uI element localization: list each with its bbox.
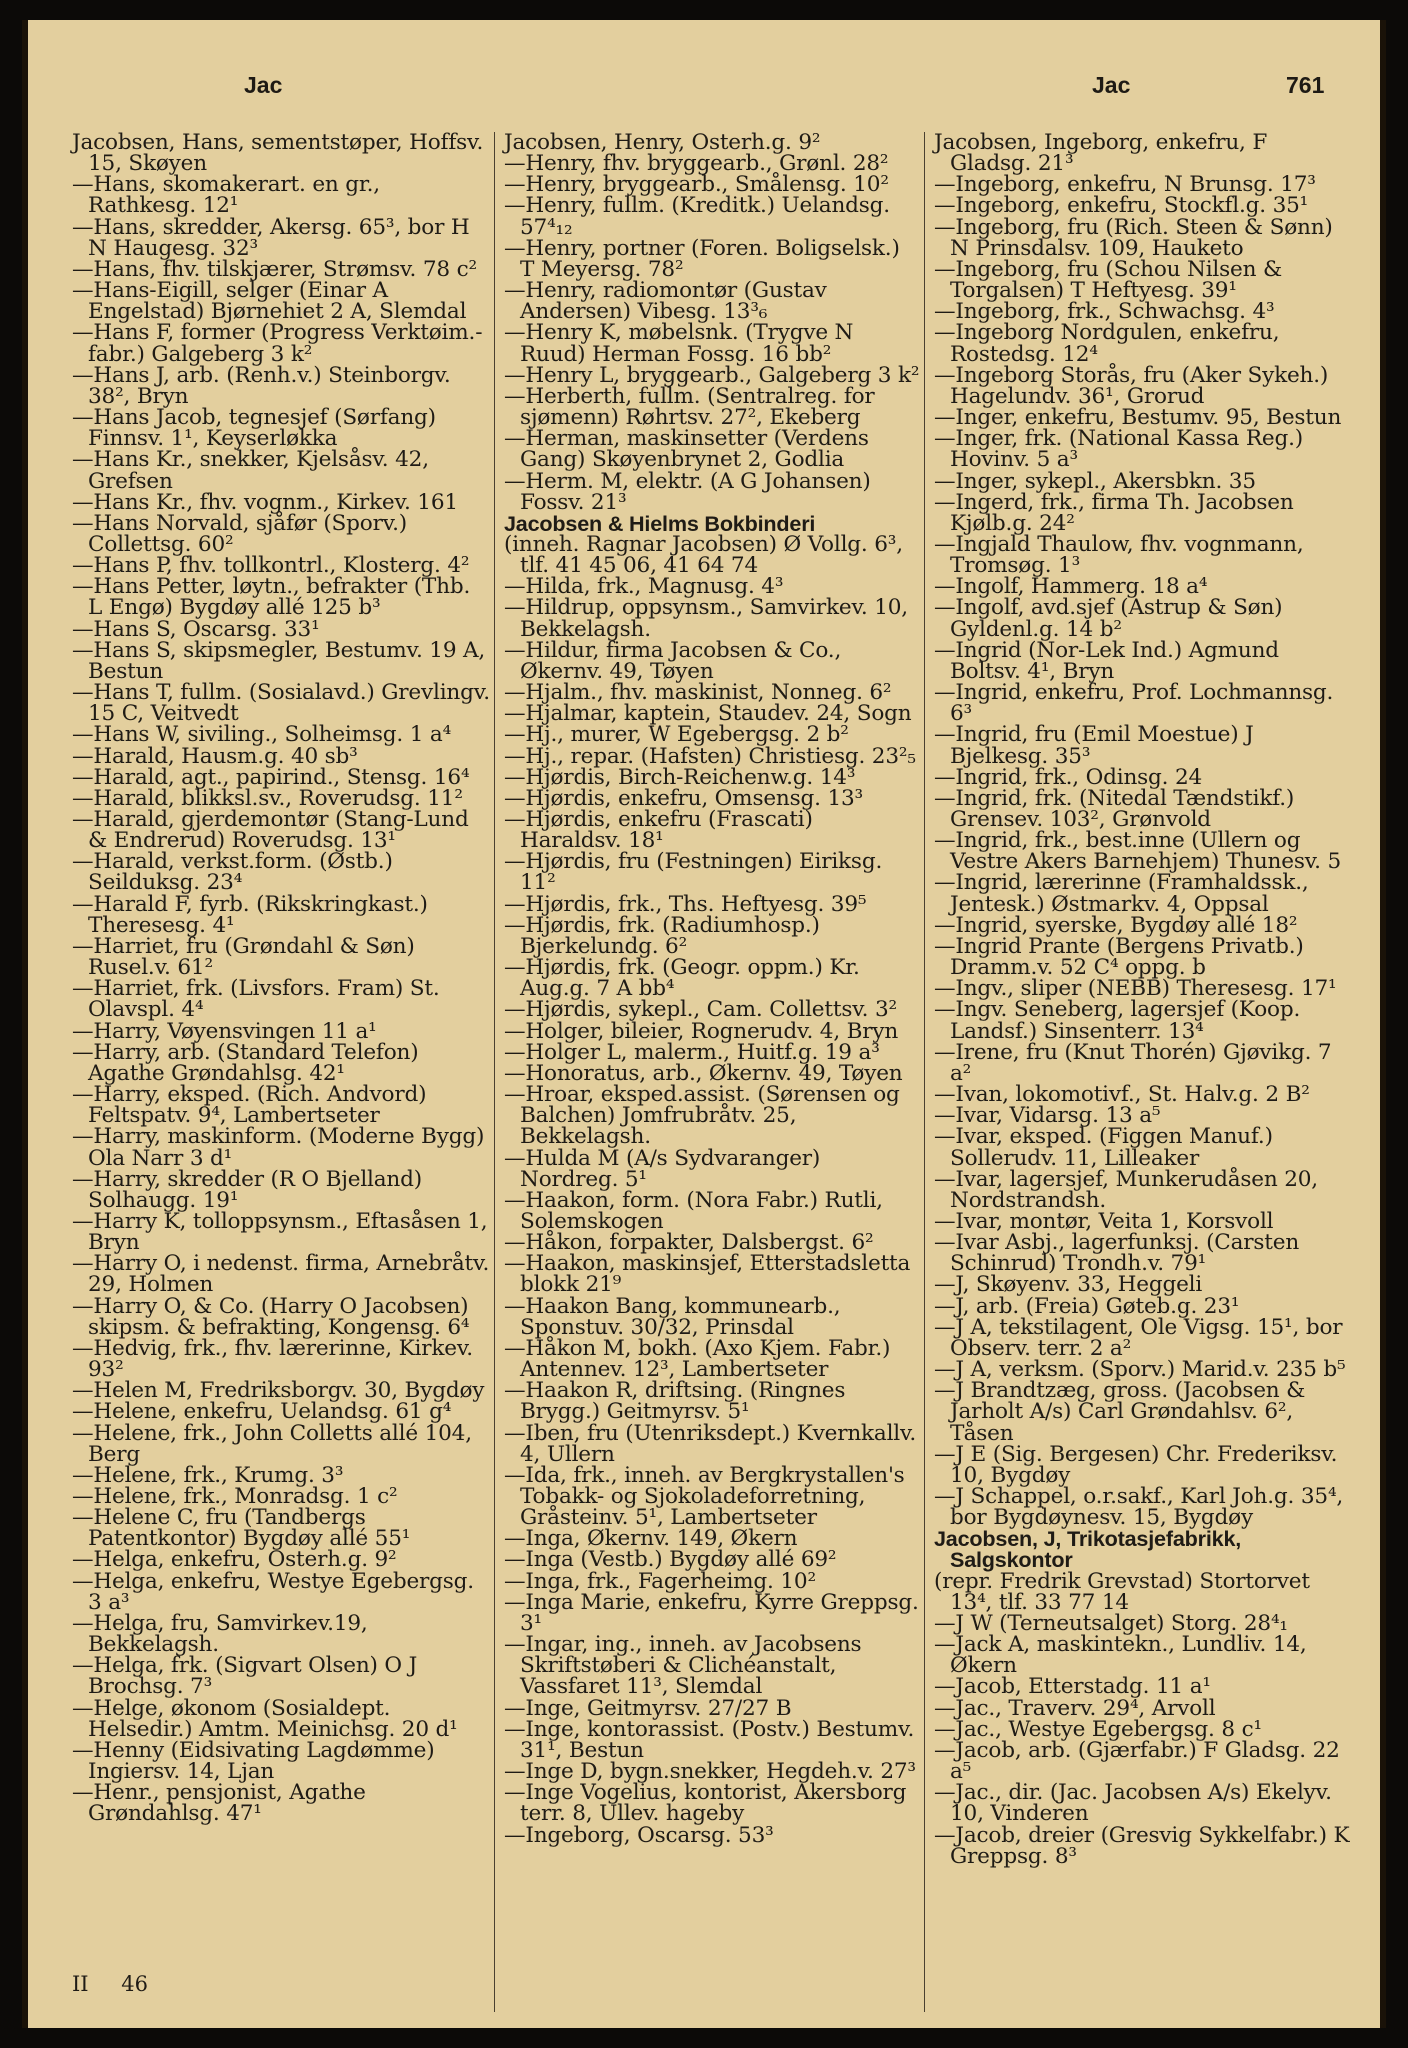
directory-entry: —Helene C, fru (Tandbergs Patentkontor) Bygdøy allé 55¹	[72, 1505, 411, 1552]
directory-entry: —Ingolf, avd.sjef (Astrup & Søn) Gyldenl.g. 14 b²	[934, 595, 1283, 642]
directory-entry: —Haakon R, driftsing. (Ringnes Brygg.) Geitmyrsv. 5¹	[504, 1378, 846, 1425]
directory-entry: Jacobsen, J, Trikotasjefabrikk, Salgskontor	[934, 1526, 1242, 1573]
directory-entry: —Hans Norvald, sjåfør (Sporv.) Collettsg. 60²	[72, 510, 408, 557]
directory-entry: —Ingeborg, fru (Rich. Steen & Sønn) N Prinsdalsv. 109, Hauketo	[934, 214, 1333, 261]
directory-entry: —Hilda, frk., Magnusg. 4³	[504, 574, 784, 600]
directory-entry: —Ingrid, fru (Emil Moestue) J Bjelkesg. 35³	[934, 722, 1254, 769]
directory-entry: —Harry, arb. (Standard Telefon) Agathe Grøndahlsg. 42¹	[72, 1039, 419, 1086]
directory-entry: —Inger, sykepl., Akersbkn. 35	[934, 468, 1256, 494]
directory-entry: —J, arb. (Freia) Gøteb.g. 23¹	[934, 1293, 1240, 1319]
directory-entry: —Henry, portner (Foren. Boligselsk.) T Meyersg. 78²	[504, 235, 900, 282]
directory-entry: —Helene, frk., Monradsg. 1 c²	[72, 1484, 398, 1509]
directory-entry: —Jac., Traverv. 29⁴, Arvoll	[934, 1695, 1216, 1721]
directory-entry: —Ivar, eksped. (Figgen Manuf.) Sollerudv. 11, Lilleaker	[934, 1124, 1273, 1171]
directory-entry: —Helga, frk. (Sigvart Olsen) O J Brochsg. 7³	[72, 1653, 418, 1700]
directory-entry: —Hans F, former (Progress Verktøim.-fabr.) Galgeberg 3 k²	[72, 320, 483, 367]
directory-entry: —Harald, gjerdemontør (Stang-Lund & Endrerud) Roverudsg. 13¹	[72, 807, 469, 854]
directory-entry: —Hjørdis, fru (Festningen) Eiriksg. 11²	[504, 849, 883, 896]
directory-entry: —J Brandtzæg, gross. (Jacobsen & Jarholt A/s) Carl Grøndahlsv. 6², Tåsen	[934, 1378, 1306, 1446]
directory-entry: —Iben, fru (Utenriksdept.) Kvernkallv. 4, Ullern	[504, 1420, 917, 1467]
directory-entry: —Haakon Bang, kommunearb., Sponstuv. 30/32, Prinsdal	[504, 1293, 841, 1340]
directory-entry: —Hjørdis, frk. (Radiumhosp.) Bjerkelundg. 6²	[504, 912, 820, 959]
directory-entry: —Harry K, tolloppsynsm., Eftasåsen 1, Bryn	[72, 1208, 488, 1256]
directory-entry: —Ivar, lagersjef, Munkerudåsen 20, Nordstrandsh.	[934, 1166, 1318, 1213]
directory-entry: —Harald F, fyrb. (Rikskringkast.) Theresesg. 4¹	[72, 891, 428, 938]
directory-entry: —Harald, Hausm.g. 40 sb³	[72, 743, 358, 769]
directory-entry: —Hans S, skipsmegler, Bestumv. 19 A, Bestun	[72, 637, 486, 684]
directory-entry: Jacobsen, Henry, Osterh.g. 9²	[504, 130, 821, 155]
directory-entry: —Hans Kr., fhv. vognm., Kirkev. 161	[72, 489, 458, 515]
directory-entry: —Ingeborg, enkefru, Stockfl.g. 35¹	[934, 193, 1309, 219]
directory-entry: —Haakon, form. (Nora Fabr.) Rutli, Solemskogen	[504, 1187, 883, 1234]
page-number: 761	[1286, 72, 1325, 98]
directory-entry: —Ingeborg, enkefru, N Brunsg. 17³	[934, 172, 1316, 198]
directory-entry: —Inge D, bygn.snekker, Hegdeh.v. 27³	[504, 1759, 916, 1785]
directory-entry: —Helge, økonom (Sosialdept. Helsedir.) Amtm. Meinichsg. 20 d¹	[72, 1695, 458, 1742]
directory-entry: —Hjørdis, sykepl., Cam. Collettsv. 3²	[504, 997, 897, 1023]
column-3	[934, 132, 1354, 1867]
directory-entry: —Hans, fhv. tilskjærer, Strømsv. 78 c²	[72, 256, 477, 282]
directory-entry: —Hans, skomakerart. en gr., Rathkesg. 12¹	[72, 172, 380, 219]
directory-entry: —Ida, frk., inneh. av Bergkrystallen's Tobakk- og Sjokoladeforretning, Gråsteinv. 5¹, Lambertseter	[504, 1462, 905, 1531]
directory-entry: —J A, tekstilagent, Ole Vigsg. 15¹, bor Observ. terr. 2 a²	[934, 1314, 1343, 1361]
directory-entry: —Ingrid, enkefru, Prof. Lochmannsg. 6³	[934, 680, 1334, 727]
directory-entry: —J E (Sig. Bergesen) Chr. Frederiksv. 10, Bygdøy	[934, 1441, 1338, 1488]
directory-entry: —Henry K, møbelsnk. (Trygve N Ruud) Herman Fossg. 16 bb²	[504, 320, 854, 367]
directory-entry: —Harald, verkst.form. (Østb.) Seilduksg. 23⁴	[72, 849, 393, 896]
directory-entry: —Hj., murer, W Egebergsg. 2 b²	[504, 722, 849, 748]
directory-entry: —Ivar, montør, Veita 1, Korsvoll	[934, 1208, 1274, 1234]
directory-entry: —Inga Marie, enkefru, Kyrre Greppsg. 3¹	[504, 1589, 919, 1636]
directory-entry: —Hans Jacob, tegnesjef (Sørfang) Finnsv. 1¹, Keyserløkka	[72, 405, 436, 452]
directory-entry: —Haakon, maskinsjef, Etterstadsletta blokk 21⁹	[504, 1251, 911, 1298]
directory-entry: —Håkon, forpakter, Dalsbergst. 6²	[504, 1230, 874, 1256]
footer-signature	[72, 1972, 174, 1996]
directory-entry: —Jack A, maskintekn., Lundliv. 14, Økern	[934, 1632, 1307, 1679]
directory-entry: —Hans Petter, løytn., befrakter (Thb. L Engø) Bygdøy allé 125 b³	[72, 574, 471, 621]
directory-entry: —Henry, fhv. bryggearb., Grønl. 28²	[504, 151, 889, 177]
directory-entry: —Ingrid, lærerinne (Framhaldssk., Jentesk.) Østmarkv. 4, Oppsal	[934, 870, 1309, 917]
directory-entry: —Henry, fullm. (Kreditk.) Uelandsg. 57⁴₁₂	[504, 193, 890, 240]
directory-entry: —Hans T, fullm. (Sosialavd.) Grevlingv. 15 C, Veitvedt	[72, 680, 490, 727]
directory-entry: —Jac., dir. (Jac. Jacobsen A/s) Ekelyv. 10, Vinderen	[934, 1780, 1332, 1827]
directory-entry: —Harry, Vøyensvingen 11 a¹	[72, 1018, 377, 1044]
directory-entry: —Ingeborg, fru (Schou Nilsen & Torgalsen) T Heftyesg. 39¹	[934, 256, 1282, 304]
directory-entry: —Hans W, siviling., Solheimsg. 1 a⁴	[72, 722, 452, 748]
directory-entry: —Ingar, ing., inneh. av Jacobsens Skriftstøberi & Clichéanstalt, Vassfaret 11³, Slemdal	[504, 1632, 862, 1700]
directory-entry: —J A, verksm. (Sporv.) Marid.v. 235 b⁵	[934, 1357, 1346, 1383]
directory-entry: —Inger, enkefru, Bestumv. 95, Bestun	[934, 405, 1342, 431]
column-divider	[924, 132, 925, 2012]
directory-entry: —Helen M, Fredriksborgv. 30, Bygdøy	[72, 1378, 485, 1404]
directory-page	[22, 20, 1386, 2028]
directory-entry: —Helga, fru, Samvirkev.19, Bekkelagsh.	[72, 1610, 368, 1658]
right-guide-word: Jac	[1092, 72, 1131, 98]
directory-entry: (inneh. Ragnar Jacobsen) Ø Vollg. 6³, tlf. 41 45 06, 41 64 74	[504, 531, 903, 579]
directory-entry: Jacobsen & Hielms Bokbinderi	[504, 510, 816, 536]
directory-entry: —Hroar, eksped.assist. (Sørensen og Balchen) Jomfrubråtv. 25, Bekkelagsh.	[504, 1082, 900, 1150]
directory-entry: —Henry, radiomontør (Gustav Andersen) Vibesg. 13³₆	[504, 278, 827, 325]
directory-entry: —Ingrid, frk., best.inne (Ullern og Vestre Akers Barnehjem) Thunesv. 5	[934, 828, 1342, 875]
directory-entry: —Ivar Asbj., lagerfunksj. (Carsten Schinrud) Trondh.v. 79¹	[934, 1230, 1300, 1277]
directory-entry: —Helene, frk., John Colletts allé 104, Berg	[72, 1420, 472, 1467]
directory-entry: —Harry, maskinform. (Moderne Bygg) Ola Narr 3 d¹	[72, 1124, 485, 1171]
directory-entry: —Hildur, firma Jacobsen & Co., Økernv. 49, Tøyen	[504, 637, 842, 684]
directory-entry: —Hans S, Oscarsg. 33¹	[72, 616, 320, 642]
directory-entry: —Henny (Eidsivating Lagdømme) Ingiersv. 14, Ljan	[72, 1737, 435, 1785]
directory-entry: —Ingolf, Hammerg. 18 a⁴	[934, 574, 1208, 600]
directory-entry: —Ingjald Thaulow, fhv. vognmann, Tromsøg. 1³	[934, 531, 1304, 579]
directory-entry: —Henry L, bryggearb., Galgeberg 3 k²	[504, 362, 920, 388]
directory-entry: —Hjørdis, enkefru (Frascati) Haraldsv. 18¹	[504, 807, 813, 854]
directory-entry: —Hjørdis, enkefru, Omsensg. 13³	[504, 785, 863, 811]
directory-entry: —Ingeborg, frk., Schwachsg. 4³	[934, 299, 1275, 325]
directory-entry: —Ingv. Seneberg, lagersjef (Koop. Landsf.) Sinsenterr. 13⁴	[934, 997, 1301, 1044]
directory-entry: —Ingrid, frk. (Nitedal Tændstikf.) Grensev. 103², Grønvold	[934, 785, 1295, 832]
directory-entry: —Jacob, dreier (Gresvig Sykkelfabr.) K Greppsg. 8³	[934, 1822, 1350, 1869]
directory-entry: —Irene, fru (Knut Thorén) Gjøvikg. 7 a²	[934, 1039, 1332, 1086]
directory-entry: —Harry O, & Co. (Harry O Jacobsen) skipsm. & befrakting, Kongensg. 6⁴	[72, 1293, 470, 1340]
directory-entry: —Inge Vogelius, kontorist, Akersborg terr. 8, Ullev. hageby	[504, 1780, 907, 1827]
directory-entry: —Håkon M, bokh. (Axo Kjem. Fabr.) Antennev. 12³, Lambertseter	[504, 1335, 891, 1383]
directory-entry: Jacobsen, Hans, sementstøper, Hoffsv. 15, Skøyen	[72, 130, 484, 177]
directory-entry: —Hulda M (A/s Sydvaranger) Nordreg. 5¹	[504, 1145, 821, 1192]
directory-entry: —Hjørdis, Birch-Reichenw.g. 14³	[504, 764, 856, 790]
directory-entry: —Helga, enkefru, Westye Egebergsg. 3 a³	[72, 1568, 474, 1615]
directory-entry: —Honoratus, arb., Økernv. 49, Tøyen	[504, 1060, 903, 1086]
directory-entry: —Hj., repar. (Hafsten) Christiesg. 23²₅	[504, 743, 916, 769]
directory-entry: —Helga, enkefru, Osterh.g. 9²	[72, 1547, 397, 1573]
directory-entry: —Harry, skredder (R O Bjelland) Solhaugg. 19¹	[72, 1166, 422, 1213]
directory-entry: Jacobsen, Ingeborg, enkefru, F Gladsg. 21³	[934, 130, 1268, 177]
directory-entry: —Harriet, frk. (Livsfors. Fram) St. Olavspl. 4⁴	[72, 976, 440, 1023]
directory-entry: —Hjørdis, frk., Ths. Heftyesg. 39⁵	[504, 891, 867, 917]
directory-entry: —Ivar, Vidarsg. 13 a⁵	[934, 1103, 1161, 1129]
directory-entry: —J Schappel, o.r.sakf., Karl Joh.g. 35⁴, bor Bygdøynesv. 15, Bygdøy	[934, 1484, 1344, 1531]
column-1	[72, 132, 490, 1825]
directory-entry: —Holger L, malerm., Huitf.g. 19 a³	[504, 1039, 880, 1065]
directory-entry: —Herberth, fullm. (Sentralreg. for sjømenn) Røhrtsv. 27², Ekeberg	[504, 383, 875, 431]
directory-entry: —Ivan, lokomotivf., St. Halv.g. 2 B²	[934, 1082, 1310, 1108]
directory-entry: —Inga (Vestb.) Bygdøy allé 69²	[504, 1547, 837, 1573]
directory-entry: —Inger, frk. (National Kassa Reg.) Hovinv. 5 a³	[934, 426, 1304, 473]
directory-entry: —J, Skøyenv. 33, Heggeli	[934, 1272, 1203, 1298]
directory-entry: —Harriet, fru (Grøndahl & Søn) Rusel.v. 61²	[72, 933, 415, 981]
directory-entry: —J W (Terneutsalget) Storg. 28⁴₁	[934, 1610, 1288, 1636]
directory-entry: —Hjørdis, frk. (Geogr. oppm.) Kr. Aug.g. 7 A bb⁴	[504, 955, 860, 1002]
directory-entry: —Hans, skredder, Akersg. 65³, bor H N Haugesg. 32³	[72, 214, 470, 261]
directory-entry: —Holger, bileier, Rognerudv. 4, Bryn	[504, 1018, 899, 1044]
directory-entry: —Jacob, Etterstadg. 11 a¹	[934, 1674, 1211, 1700]
directory-entry: —Hans Kr., snekker, Kjelsåsv. 42, Grefsen	[72, 447, 429, 494]
footer-sheet: II	[72, 1972, 89, 1996]
directory-entry: —Ingrid, syerske, Bygdøy allé 18²	[934, 912, 1298, 938]
directory-entry: —Ingeborg, Oscarsg. 53³	[504, 1822, 774, 1848]
directory-entry: —Ingeborg Storås, fru (Aker Sykeh.) Hagelundv. 36¹, Grorud	[934, 362, 1329, 409]
directory-entry: —Hildrup, oppsynsm., Samvirkev. 10, Bekkelagsh.	[504, 595, 908, 642]
directory-entry: —Hans J, arb. (Renh.v.) Steinborgv. 38², Bryn	[72, 362, 451, 409]
directory-entry: —Hans P, fhv. tollkontrl., Klosterg. 4²	[72, 553, 470, 579]
directory-entry: —Inge, kontorassist. (Postv.) Bestumv. 31¹, Bestun	[504, 1716, 915, 1763]
directory-entry: —Hans-Eigill, selger (Einar A Engelstad) Bjørnehiet 2 A, Slemdal	[72, 278, 467, 325]
directory-entry: —Jacob, arb. (Gjærfabr.) F Gladsg. 22 a⁵	[934, 1737, 1340, 1785]
directory-entry: —Hedvig, frk., fhv. lærerinne, Kirkev. 93²	[72, 1335, 473, 1383]
directory-entry: —Inga, Økernv. 149, Økern	[504, 1526, 798, 1552]
directory-entry: —Ingeborg Nordgulen, enkefru, Rostedsg. 12⁴	[934, 320, 1280, 367]
directory-entry: —Harald, agt., papirind., Stensg. 16⁴	[72, 764, 470, 790]
directory-entry: —Ingv., sliper (NEBB) Theresesg. 17¹	[934, 976, 1337, 1002]
directory-entry: —Henry, bryggearb., Smålensg. 10²	[504, 172, 889, 198]
directory-entry: —Ingrid, frk., Odinsg. 24	[934, 764, 1203, 790]
directory-entry: —Harry, eksped. (Rich. Andvord) Feltspatv. 9⁴, Lambertseter	[72, 1082, 427, 1129]
directory-entry: —Helene, frk., Krumg. 3³	[72, 1462, 344, 1488]
directory-entry: —Harry O, i nedenst. firma, Arnebråtv. 29, Holmen	[72, 1251, 490, 1298]
directory-entry: —Ingrid (Nor-Lek Ind.) Agmund Boltsv. 4¹, Bryn	[934, 637, 1279, 684]
directory-entry: —Harald, blikksl.sv., Roverudsg. 11²	[72, 785, 463, 811]
column-divider	[494, 132, 495, 2012]
directory-entry: —Herman, maskinsetter (Verdens Gang) Skøyenbrynet 2, Godlia	[504, 426, 869, 473]
left-guide-word: Jac	[244, 72, 283, 98]
directory-entry: —Inge, Geitmyrsv. 27/27 B	[504, 1695, 792, 1721]
footer-number: 46	[121, 1972, 149, 1996]
directory-entry: —Henr., pensjonist, Agathe Grøndahlsg. 47¹	[72, 1780, 366, 1827]
directory-entry: —Ingerd, frk., firma Th. Jacobsen Kjølb.g. 24²	[934, 489, 1294, 536]
directory-entry: —Hjalmar, kaptein, Staudev. 24, Sogn	[504, 701, 912, 727]
directory-entry: —Ingrid Prante (Bergens Privatb.) Dramm.v. 52 C⁴ oppg. b	[934, 933, 1304, 981]
directory-entry: —Jac., Westye Egebergsg. 8 c¹	[934, 1716, 1262, 1742]
directory-entry: —Inga, frk., Fagerheimg. 10²	[504, 1568, 816, 1594]
directory-entry: —Hjalm., fhv. maskinist, Nonneg. 6²	[504, 680, 892, 706]
directory-entry: —Herm. M, elektr. (A G Johansen) Fossv. 21³	[504, 468, 871, 515]
directory-entry: —Helene, enkefru, Uelandsg. 61 g⁴	[72, 1399, 452, 1425]
directory-entry: (repr. Fredrik Grevstad) Stortorvet 13⁴, tlf. 33 77 14	[934, 1568, 1310, 1615]
column-2	[504, 132, 920, 1846]
